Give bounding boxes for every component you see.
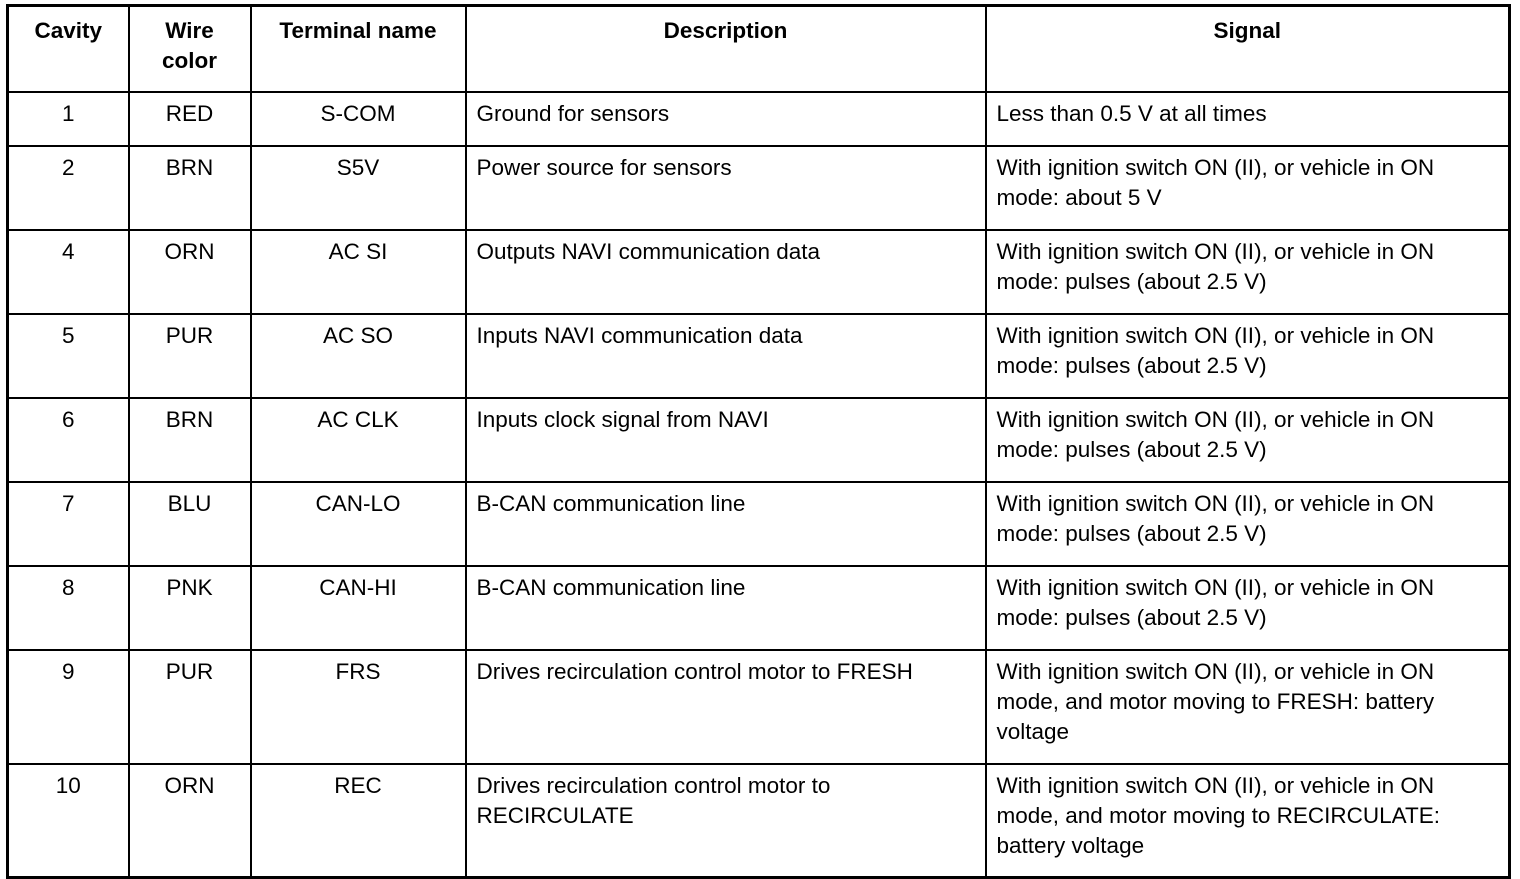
cell-cavity: 2 (8, 146, 129, 230)
cell-cavity: 4 (8, 230, 129, 314)
table-header-row (8, 6, 1510, 92)
cell-cavity: 6 (8, 398, 129, 482)
cell-cavity: 5 (8, 314, 129, 398)
cell-terminal-name: CAN-HI (251, 566, 466, 650)
table-row (8, 482, 1510, 566)
cell-signal: With ignition switch ON (II), or vehicle in ON mode, and motor moving to RECIRCULATE: battery voltage (986, 764, 1510, 878)
cell-description: Drives recirculation control motor to RECIRCULATE (466, 764, 986, 878)
cell-terminal-name: REC (251, 764, 466, 878)
table-row (8, 398, 1510, 482)
cell-description: Power source for sensors (466, 146, 986, 230)
cell-wire-color: ORN (129, 764, 251, 878)
cell-signal: With ignition switch ON (II), or vehicle in ON mode: pulses (about 2.5 V) (986, 314, 1510, 398)
cell-wire-color: BRN (129, 146, 251, 230)
cell-description: Inputs NAVI communication data (466, 314, 986, 398)
cell-signal: Less than 0.5 V at all times (986, 92, 1510, 146)
cell-cavity: 1 (8, 92, 129, 146)
cell-signal: With ignition switch ON (II), or vehicle in ON mode: pulses (about 2.5 V) (986, 482, 1510, 566)
cell-cavity: 7 (8, 482, 129, 566)
table-row (8, 566, 1510, 650)
cell-description: B-CAN communication line (466, 566, 986, 650)
cell-terminal-name: AC CLK (251, 398, 466, 482)
table-row (8, 146, 1510, 230)
cell-cavity: 10 (8, 764, 129, 878)
cell-terminal-name: S5V (251, 146, 466, 230)
header-wire-color-line2: color (161, 48, 217, 73)
cell-signal: With ignition switch ON (II), or vehicle in ON mode: about 5 V (986, 146, 1510, 230)
table-row (8, 230, 1510, 314)
cell-cavity: 9 (8, 650, 129, 764)
table-row (8, 314, 1510, 398)
cell-cavity: 8 (8, 566, 129, 650)
header-wire-color-line1: Wire (165, 18, 214, 43)
cell-wire-color: ORN (129, 230, 251, 314)
table-row (8, 650, 1510, 764)
cell-wire-color: PUR (129, 314, 251, 398)
connector-pinout-table (6, 4, 1511, 879)
cell-wire-color: PUR (129, 650, 251, 764)
table-row (8, 764, 1510, 878)
cell-signal: With ignition switch ON (II), or vehicle in ON mode, and motor moving to FRESH: battery voltage (986, 650, 1510, 764)
header-terminal-name: Terminal name (251, 6, 466, 92)
cell-wire-color: PNK (129, 566, 251, 650)
cell-description: Drives recirculation control motor to FRESH (466, 650, 986, 764)
cell-signal: With ignition switch ON (II), or vehicle in ON mode: pulses (about 2.5 V) (986, 230, 1510, 314)
cell-description: B-CAN communication line (466, 482, 986, 566)
cell-terminal-name: FRS (251, 650, 466, 764)
cell-wire-color: BLU (129, 482, 251, 566)
cell-description: Outputs NAVI communication data (466, 230, 986, 314)
header-cavity: Cavity (8, 6, 129, 92)
table-body (8, 92, 1510, 878)
cell-terminal-name: AC SO (251, 314, 466, 398)
cell-wire-color: BRN (129, 398, 251, 482)
header-description: Description (466, 6, 986, 92)
cell-description: Ground for sensors (466, 92, 986, 146)
cell-terminal-name: S-COM (251, 92, 466, 146)
cell-terminal-name: CAN-LO (251, 482, 466, 566)
header-wire-color (129, 6, 251, 92)
cell-signal: With ignition switch ON (II), or vehicle in ON mode: pulses (about 2.5 V) (986, 398, 1510, 482)
cell-description: Inputs clock signal from NAVI (466, 398, 986, 482)
cell-signal: With ignition switch ON (II), or vehicle in ON mode: pulses (about 2.5 V) (986, 566, 1510, 650)
header-signal: Signal (986, 6, 1510, 92)
cell-wire-color: RED (129, 92, 251, 146)
table-row (8, 92, 1510, 146)
cell-terminal-name: AC SI (251, 230, 466, 314)
